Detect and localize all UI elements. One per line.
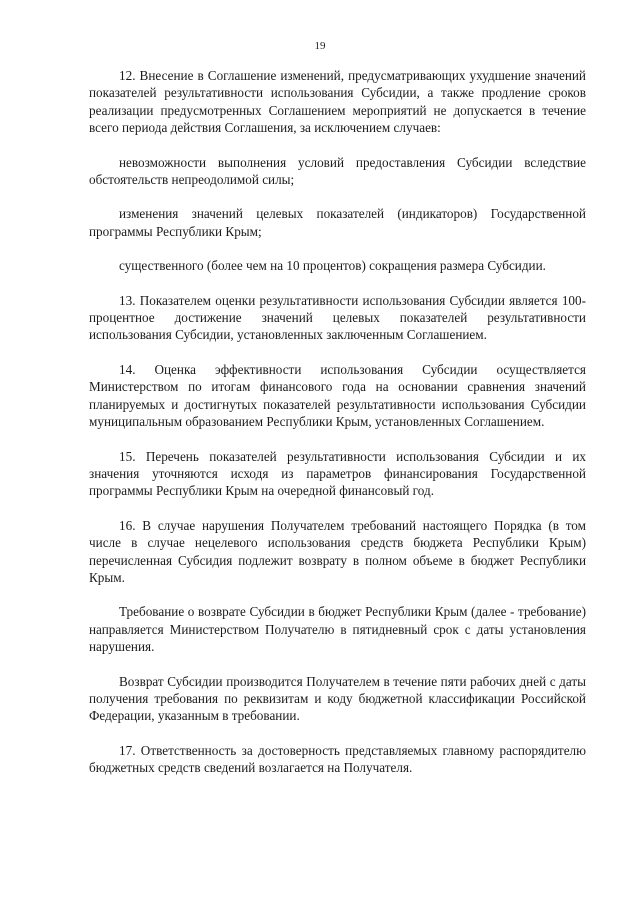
document-body	[89, 67, 586, 794]
paragraph-exception-force-majeure: невозможности выполнения условий предоставления Субсидии вследствие обстоятельств непреодолимой силы;	[89, 154, 586, 188]
paragraph-12: 12. Внесение в Соглашение изменений, предусматривающих ухудшение значений показателей результативности использования Субсидии, а также продление сроков реализации предусмотренных Соглашением мероприятий не допускается в течение всего периода действия Соглашения, за исключением случаев:	[89, 68, 586, 136]
paragraph-17: 17. Ответственность за достоверность представляемых главному распорядителю бюджетных средств сведений возлагается на Получателя.	[89, 742, 586, 776]
paragraph-exception-reduction: существенного (более чем на 10 процентов) сокращения размера Субсидии.	[119, 258, 546, 274]
paragraph-13: 13. Показателем оценки результативности использования Субсидии является 100-процентное достижение значений целевых показателей результативности использования Субсидии, установленных заключенным Соглашением.	[89, 292, 586, 343]
paragraph-exception-indicators: изменения значений целевых показателей (индикаторов) Государственной программы Республики Крым;	[89, 206, 586, 239]
page-number: 19	[314, 40, 326, 52]
paragraph-return-demand: Требование о возврате Субсидии в бюджет Республики Крым (далее - требование) направляется Министерством Получателю в пятидневный срок с даты установления нарушения.	[89, 604, 586, 655]
paragraph-return-procedure: Возврат Субсидии производится Получателем в течение пяти рабочих дней с даты получения требования по реквизитам и коду бюджетной классификации Российской Федерации, указанным в требовании.	[89, 673, 586, 724]
paragraph-16: 16. В случае нарушения Получателем требований настоящего Порядка (в том числе в случае нецелевого использования средств бюджета Республики Крым) перечисленная Субсидия подлежит возврату в полном объеме в бюджет Республики Крым.	[89, 517, 586, 585]
paragraph-15: 15. Перечень показателей результативности использования Субсидии и их значения уточняются исходя из параметров финансирования Государственной программы Республики Крым на очередной финансовый год.	[89, 448, 586, 499]
paragraph-14: 14. Оценка эффективности использования Субсидии осуществляется Министерством по итогам финансового года на основании сравнения значений планируемых и достигнутых показателей результативности использования Субсидии муниципальным образованием Республики Крым, установленных Соглашением.	[89, 361, 586, 430]
